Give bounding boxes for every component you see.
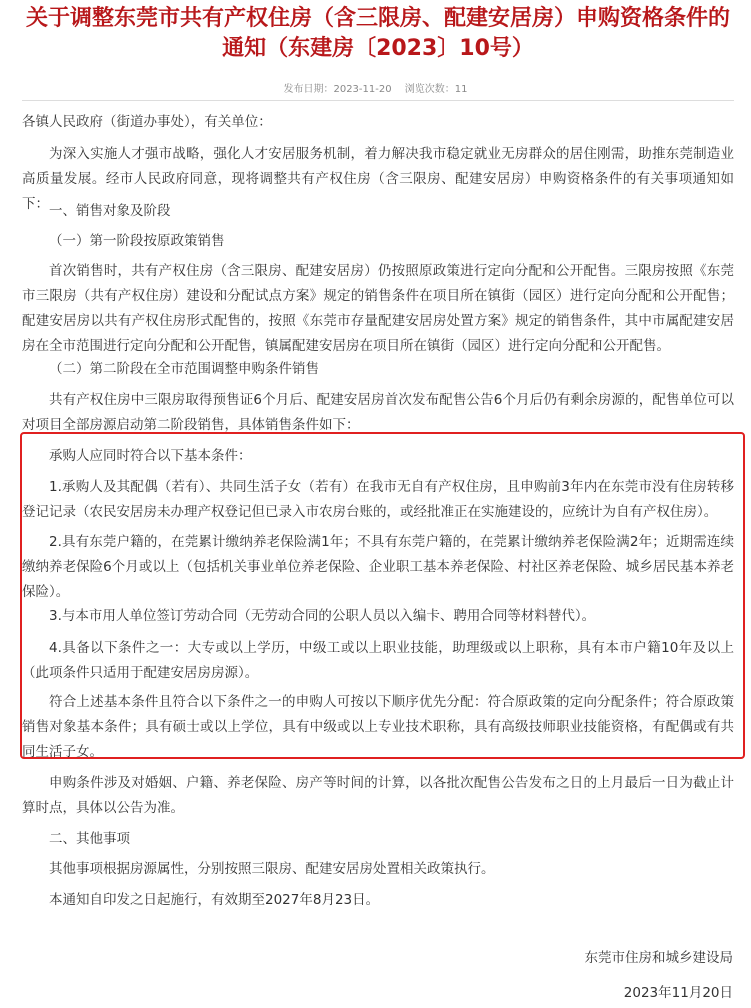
title-divider bbox=[22, 100, 734, 101]
other-matters-paragraph: 其他事项根据房源属性，分别按照三限房、配建安居房处置相关政策执行。 bbox=[49, 861, 495, 877]
view-count: 浏览次数：11 bbox=[404, 84, 468, 95]
section-2-heading: 二、其他事项 bbox=[49, 831, 130, 847]
condition-4: 4.具备以下条件之一：大专或以上学历，中级工或以上职业技能，助理级或以上职称，具有本市户籍10年及以上（此项条件只适用于配建安居房房源）。 bbox=[22, 640, 734, 681]
section-1-heading: 一、销售对象及阶段 bbox=[49, 203, 171, 219]
condition-2: 2.具有东莞户籍的，在莞累计缴纳养老保险满1年；不具有东莞户籍的，在莞累计缴纳养老保险满2年；近期需连续缴纳养老保险6个月或以上（包括机关事业单位养老保险、企业职工基本养老保险、村社区养老保险、城乡居民基本养老保险）。 bbox=[22, 534, 734, 600]
condition-1: 1.承购人及其配偶（若有）、共同生活子女（若有）在我市无自有产权住房，且申购前3年内在东莞市没有住房转移登记记录（农民安居房未办理产权登记但已录入市农房台账的，或经批准正在实施建设的，应统计为自有产权住房）。 bbox=[22, 479, 734, 520]
intro-paragraph: 为深入实施人才强市战略，强化人才安居服务机制，着力解决我市稳定就业无房群众的居住刚需，助推东莞制造业高质量发展。经市人民政府同意，现将调整共有产权住房（含三限房、配建安居房）申购资格条件的有关事项通知如下： bbox=[22, 146, 734, 212]
stage-1-heading: （一）第一阶段按原政策销售 bbox=[49, 233, 225, 249]
page-title: 关于调整东莞市共有产权住房（含三限房、配建安居房）申购资格条件的通知（东建房〔2023〕10号） bbox=[25, 6, 730, 61]
condition-3: 3.与本市用人单位签订劳动合同（无劳动合同的公职人员以入编卡、聘用合同等材料替代）。 bbox=[49, 608, 596, 624]
publish-date: 发布日期：2023-11-20 bbox=[283, 84, 392, 95]
issuer: 东莞市住房和城乡建设局 bbox=[584, 950, 733, 966]
stage-1-paragraph: 首次销售时，共有产权住房（含三限房、配建安居房）仍按照原政策进行定向分配和公开配售。三限房按照《东莞市三限房（共有产权住房）建设和分配试点方案》规定的销售条件在项目所在镇街（园区）进行定向分配和公开配售；配建安居房以共有产权住房形式配售的，按照《东莞市存量配建安居房处置方案》规定的销售条件，其中市属配建安居房在全市范围进行定向分配和公开配售，镇属配建安居房在项目所在镇街（园区）进行定向分配和公开配售。 bbox=[22, 263, 734, 354]
priority-paragraph: 符合上述基本条件且符合以下条件之一的申购人可按以下顺序优先分配：符合原政策的定向分配条件；符合原政策销售对象基本条件；具有硕士或以上学位，具有中级或以上专业技术职称，具有高级技师职业技能资格，有配偶或有共同生活子女。 bbox=[22, 694, 734, 760]
stage-2-paragraph: 共有产权住房中三限房取得预售证6个月后、配建安居房首次发布配售公告6个月后仍有剩余房源的，配售单位可以对项目全部房源启动第二阶段销售，具体销售条件如下： bbox=[22, 392, 734, 433]
issue-date: 2023年11月20日 bbox=[623, 985, 733, 1001]
article-meta bbox=[0, 80, 751, 95]
conditions-intro: 承购人应同时符合以下基本条件： bbox=[49, 448, 252, 464]
calculation-time-paragraph: 申购条件涉及对婚姻、户籍、养老保险、房产等时间的计算，以各批次配售公告发布之日的上月最后一日为截止计算时点，具体以公告为准。 bbox=[22, 775, 734, 816]
stage-2-heading: （二）第二阶段在全市范围调整申购条件销售 bbox=[49, 361, 319, 377]
salutation: 各镇人民政府（街道办事处），有关单位： bbox=[22, 114, 272, 130]
validity-paragraph: 本通知自印发之日起施行，有效期至2027年8月23日。 bbox=[49, 892, 380, 908]
